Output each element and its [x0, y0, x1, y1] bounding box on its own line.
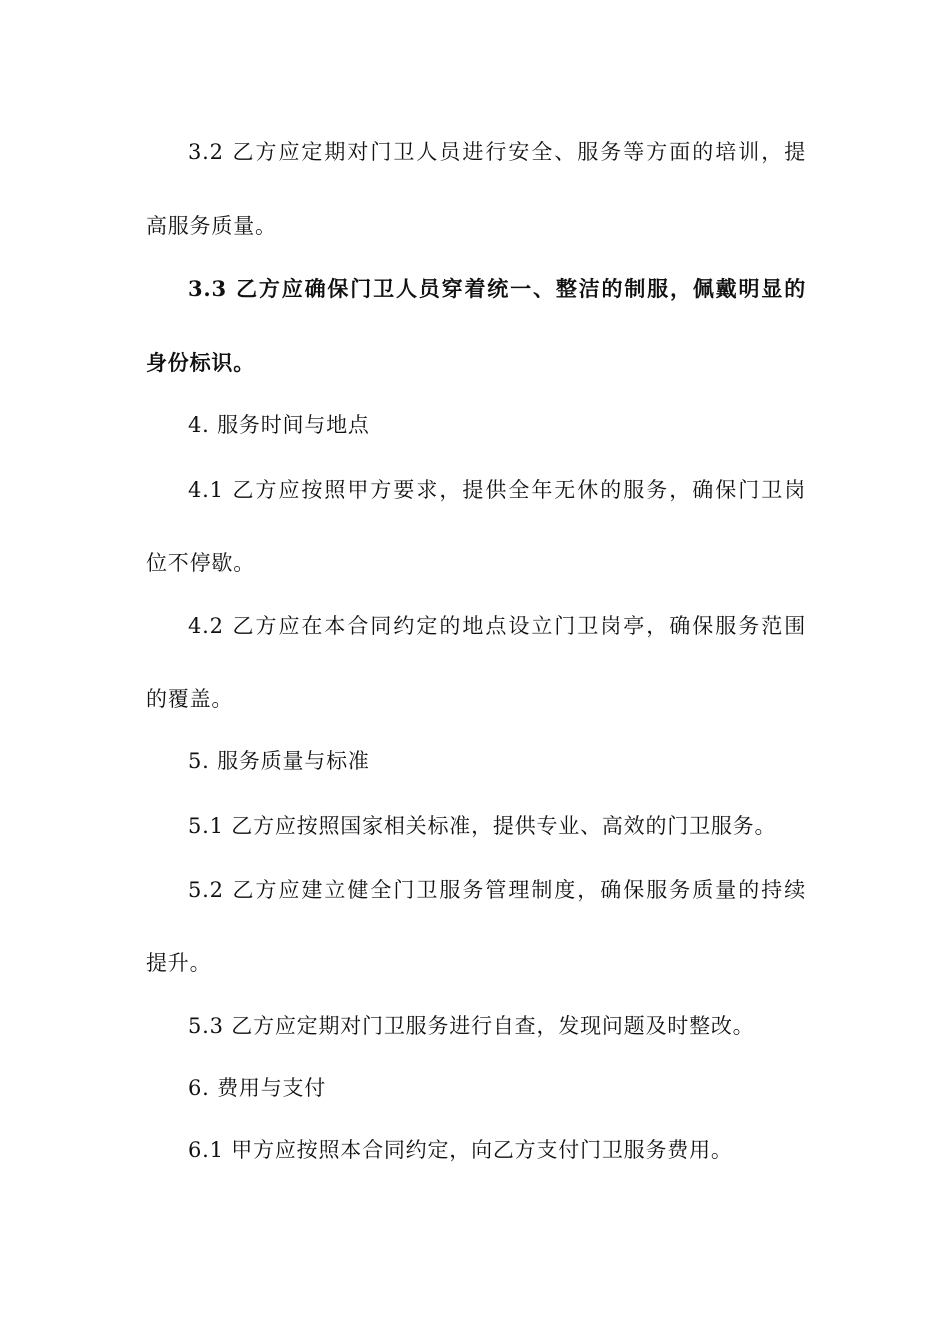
clause-3-2-line-2: 高服务质量。: [146, 214, 277, 238]
clause-5-2-line-1: 5.2 乙方应建立健全门卫服务管理制度，确保服务质量的持续: [188, 878, 806, 902]
clause-3-2-line-1: 3.2 乙方应定期对门卫人员进行安全、服务等方面的培训，提: [188, 140, 806, 164]
clause-4-2-line-1: 4.2 乙方应在本合同约定的地点设立门卫岗亭，确保服务范围: [188, 614, 806, 638]
clause-4-2-line-2: 的覆盖。: [146, 687, 234, 711]
clause-4-1-line-1: 4.1 乙方应按照甲方要求，提供全年无休的服务，确保门卫岗: [188, 478, 806, 502]
clause-3-3-line-2: 身份标识。: [146, 350, 255, 375]
clause-5-2-line-2: 提升。: [146, 951, 212, 975]
clause-3-3-line-1: 3.3 乙方应确保门卫人员穿着统一、整洁的制服，佩戴明显的: [188, 276, 806, 301]
clause-5-3-line-1: 5.3 乙方应定期对门卫服务进行自查，发现问题及时整改。: [188, 1014, 755, 1038]
clause-6-1-line-1: 6.1 甲方应按照本合同约定，向乙方支付门卫服务费用。: [188, 1138, 733, 1162]
clause-4-1-line-2: 位不停歇。: [146, 551, 255, 575]
section-6-heading: 6. 费用与支付: [188, 1076, 327, 1100]
section-5-heading: 5. 服务质量与标准: [188, 749, 370, 773]
clause-5-1-line-1: 5.1 乙方应按照国家相关标准，提供专业、高效的门卫服务。: [188, 814, 777, 838]
section-4-heading: 4. 服务时间与地点: [188, 413, 370, 437]
